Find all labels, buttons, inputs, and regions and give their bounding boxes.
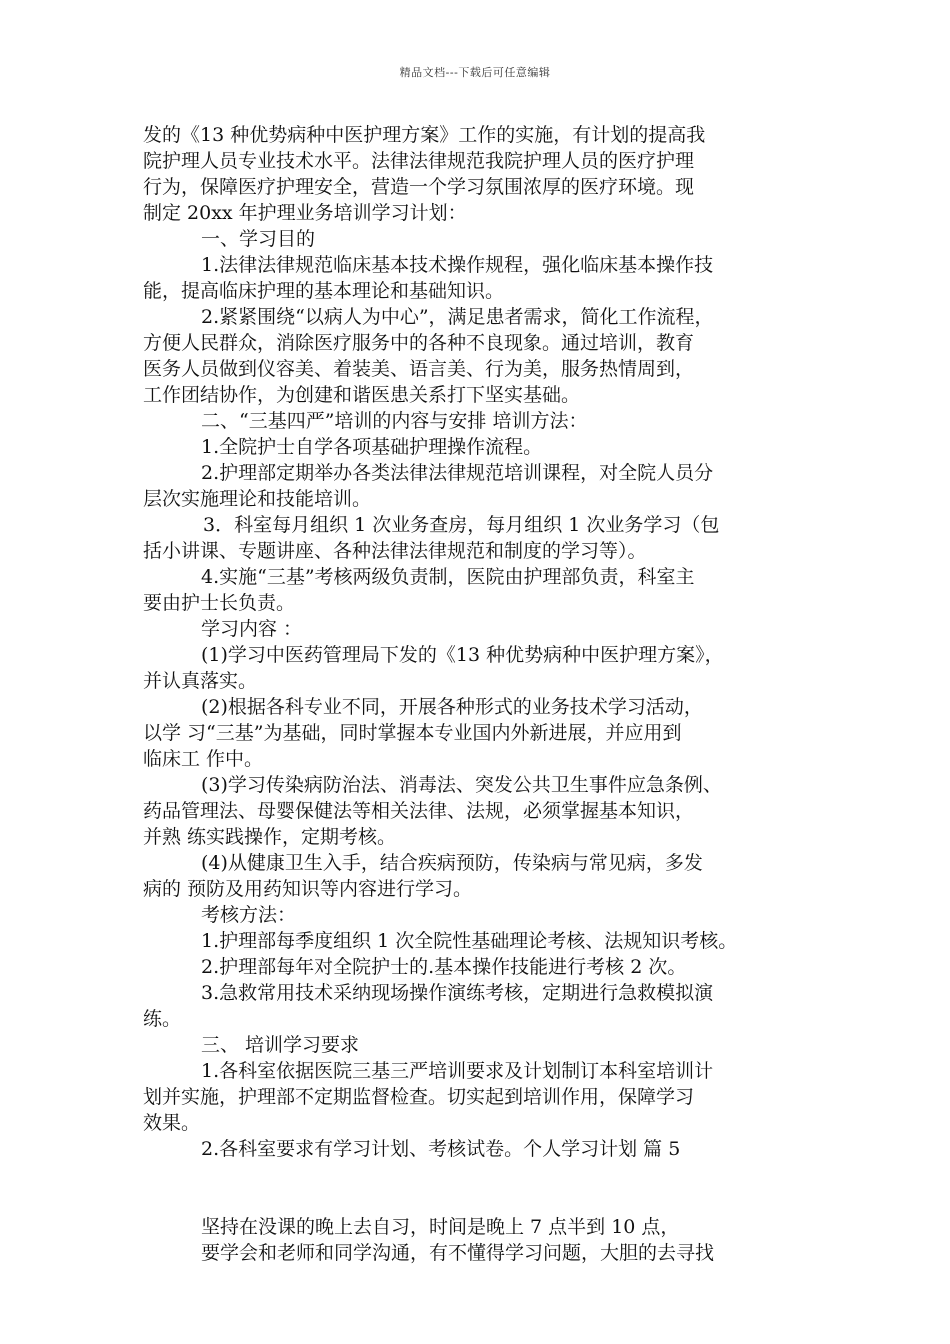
- text-line: 3．科室每月组织 1 次业务查房，每月组织 1 次业务学习（包: [203, 514, 720, 536]
- text-line: (1)学习中医药管理局下发的《13 种优势病种中医护理方案》，: [201, 644, 724, 666]
- text-line: 三、 培训学习要求: [201, 1034, 360, 1056]
- text-line: 4.实施“三基”考核两级负责制，医院由护理部负责，科室主: [201, 566, 695, 588]
- text-line: 病的 预防及用药知识等内容进行学习。: [143, 878, 473, 900]
- text-line: 3.急救常用技术采纳现场操作演练考核，定期进行急救模拟演: [201, 982, 714, 1004]
- text-line: 1.法律法律规范临床基本技术操作规程，强化临床基本操作技: [201, 254, 714, 276]
- section-spacer: [143, 1162, 818, 1214]
- text-line: 2.护理部每年对全院护士的.基本操作技能进行考核 2 次。: [201, 956, 687, 978]
- text-line: (2)根据各科专业不同，开展各种形式的业务技术学习活动，: [201, 696, 703, 718]
- text-line: 学习内容 ：: [201, 618, 303, 640]
- text-line: 坚持在没课的晚上去自习，时间是晚上 7 点半到 10 点，: [201, 1216, 680, 1238]
- document-body: [143, 122, 818, 1266]
- text-line: 并认真落实。: [143, 670, 258, 692]
- text-line: 院护理人员专业技术水平。法律法律规范我院护理人员的医疗护理: [143, 150, 695, 172]
- text-line: 行为，保障医疗护理安全，营造一个学习氛围浓厚的医疗环境。现: [143, 176, 695, 198]
- text-line: 并熟 练实践操作，定期考核。: [143, 826, 397, 848]
- text-line: 要由护士长负责。: [143, 592, 296, 614]
- text-line: 练。: [143, 1008, 182, 1030]
- text-line: 要学会和老师和同学沟通，有不懂得学习问题，大胆的去寻找: [201, 1242, 715, 1264]
- text-line: 能，提高临床护理的基本理论和基础知识。: [143, 280, 505, 302]
- text-line: 划并实施，护理部不定期监督检查。切实起到培训作用，保障学习: [143, 1086, 695, 1108]
- text-line: (4)从健康卫生入手，结合疾病预防，传染病与常见病，多发: [201, 852, 703, 874]
- text-line: 效果。: [143, 1112, 201, 1134]
- text-line: 1.护理部每季度组织 1 次全院性基础理论考核、法规知识考核。: [201, 930, 738, 952]
- text-line: 2.紧紧围绕“以病人为中心”，满足患者需求，简化工作流程，: [201, 306, 714, 328]
- body-section-training-plan: [143, 122, 818, 1162]
- text-line: 1.全院护士自学各项基础护理操作流程。: [201, 436, 543, 458]
- text-line: 2.各科室要求有学习计划、考核试卷。个人学习计划 篇 5: [201, 1138, 681, 1160]
- text-line: 以学 习“三基”为基础，同时掌握本专业国内外新进展，并应用到: [143, 722, 682, 744]
- body-section-study-plan: [143, 1214, 818, 1266]
- text-line: 制定 20xx 年护理业务培训学习计划：: [143, 202, 467, 224]
- text-line: 发的《13 种优势病种中医护理方案》工作的实施，有计划的提高我: [143, 124, 706, 146]
- text-line: 医务人员做到仪容美、着装美、语言美、行为美，服务热情周到，: [143, 358, 695, 380]
- text-line: 二、“三基四严”培训的内容与安排 培训方法：: [201, 410, 588, 432]
- text-line: 1.各科室依据医院三基三严培训要求及计划制订本科室培训计: [201, 1060, 714, 1082]
- text-line: 工作团结协作，为创建和谐医患关系打下坚实基础。: [143, 384, 581, 406]
- text-line: (3)学习传染病防治法、消毒法、突发公共卫生事件应急条例、: [201, 774, 722, 796]
- text-line: 考核方法：: [201, 904, 297, 926]
- text-line: 临床工 作中。: [143, 748, 264, 770]
- text-line: 层次实施理论和技能培训。: [143, 488, 372, 510]
- text-line: 方便人民群众，消除医疗服务中的各种不良现象。通过培训，教育: [143, 332, 695, 354]
- text-line: 2.护理部定期举办各类法律法律规范培训课程，对全院人员分: [201, 462, 714, 484]
- text-line: 药品管理法、母婴保健法等相关法律、法规，必须掌握基本知识，: [143, 800, 695, 822]
- page-header-watermark: 精品文档---下载后可任意编辑: [399, 66, 551, 79]
- text-line: 括小讲课、专题讲座、各种法律法律规范和制度的学习等）。: [143, 540, 647, 562]
- text-line: 一、学习目的: [201, 228, 316, 250]
